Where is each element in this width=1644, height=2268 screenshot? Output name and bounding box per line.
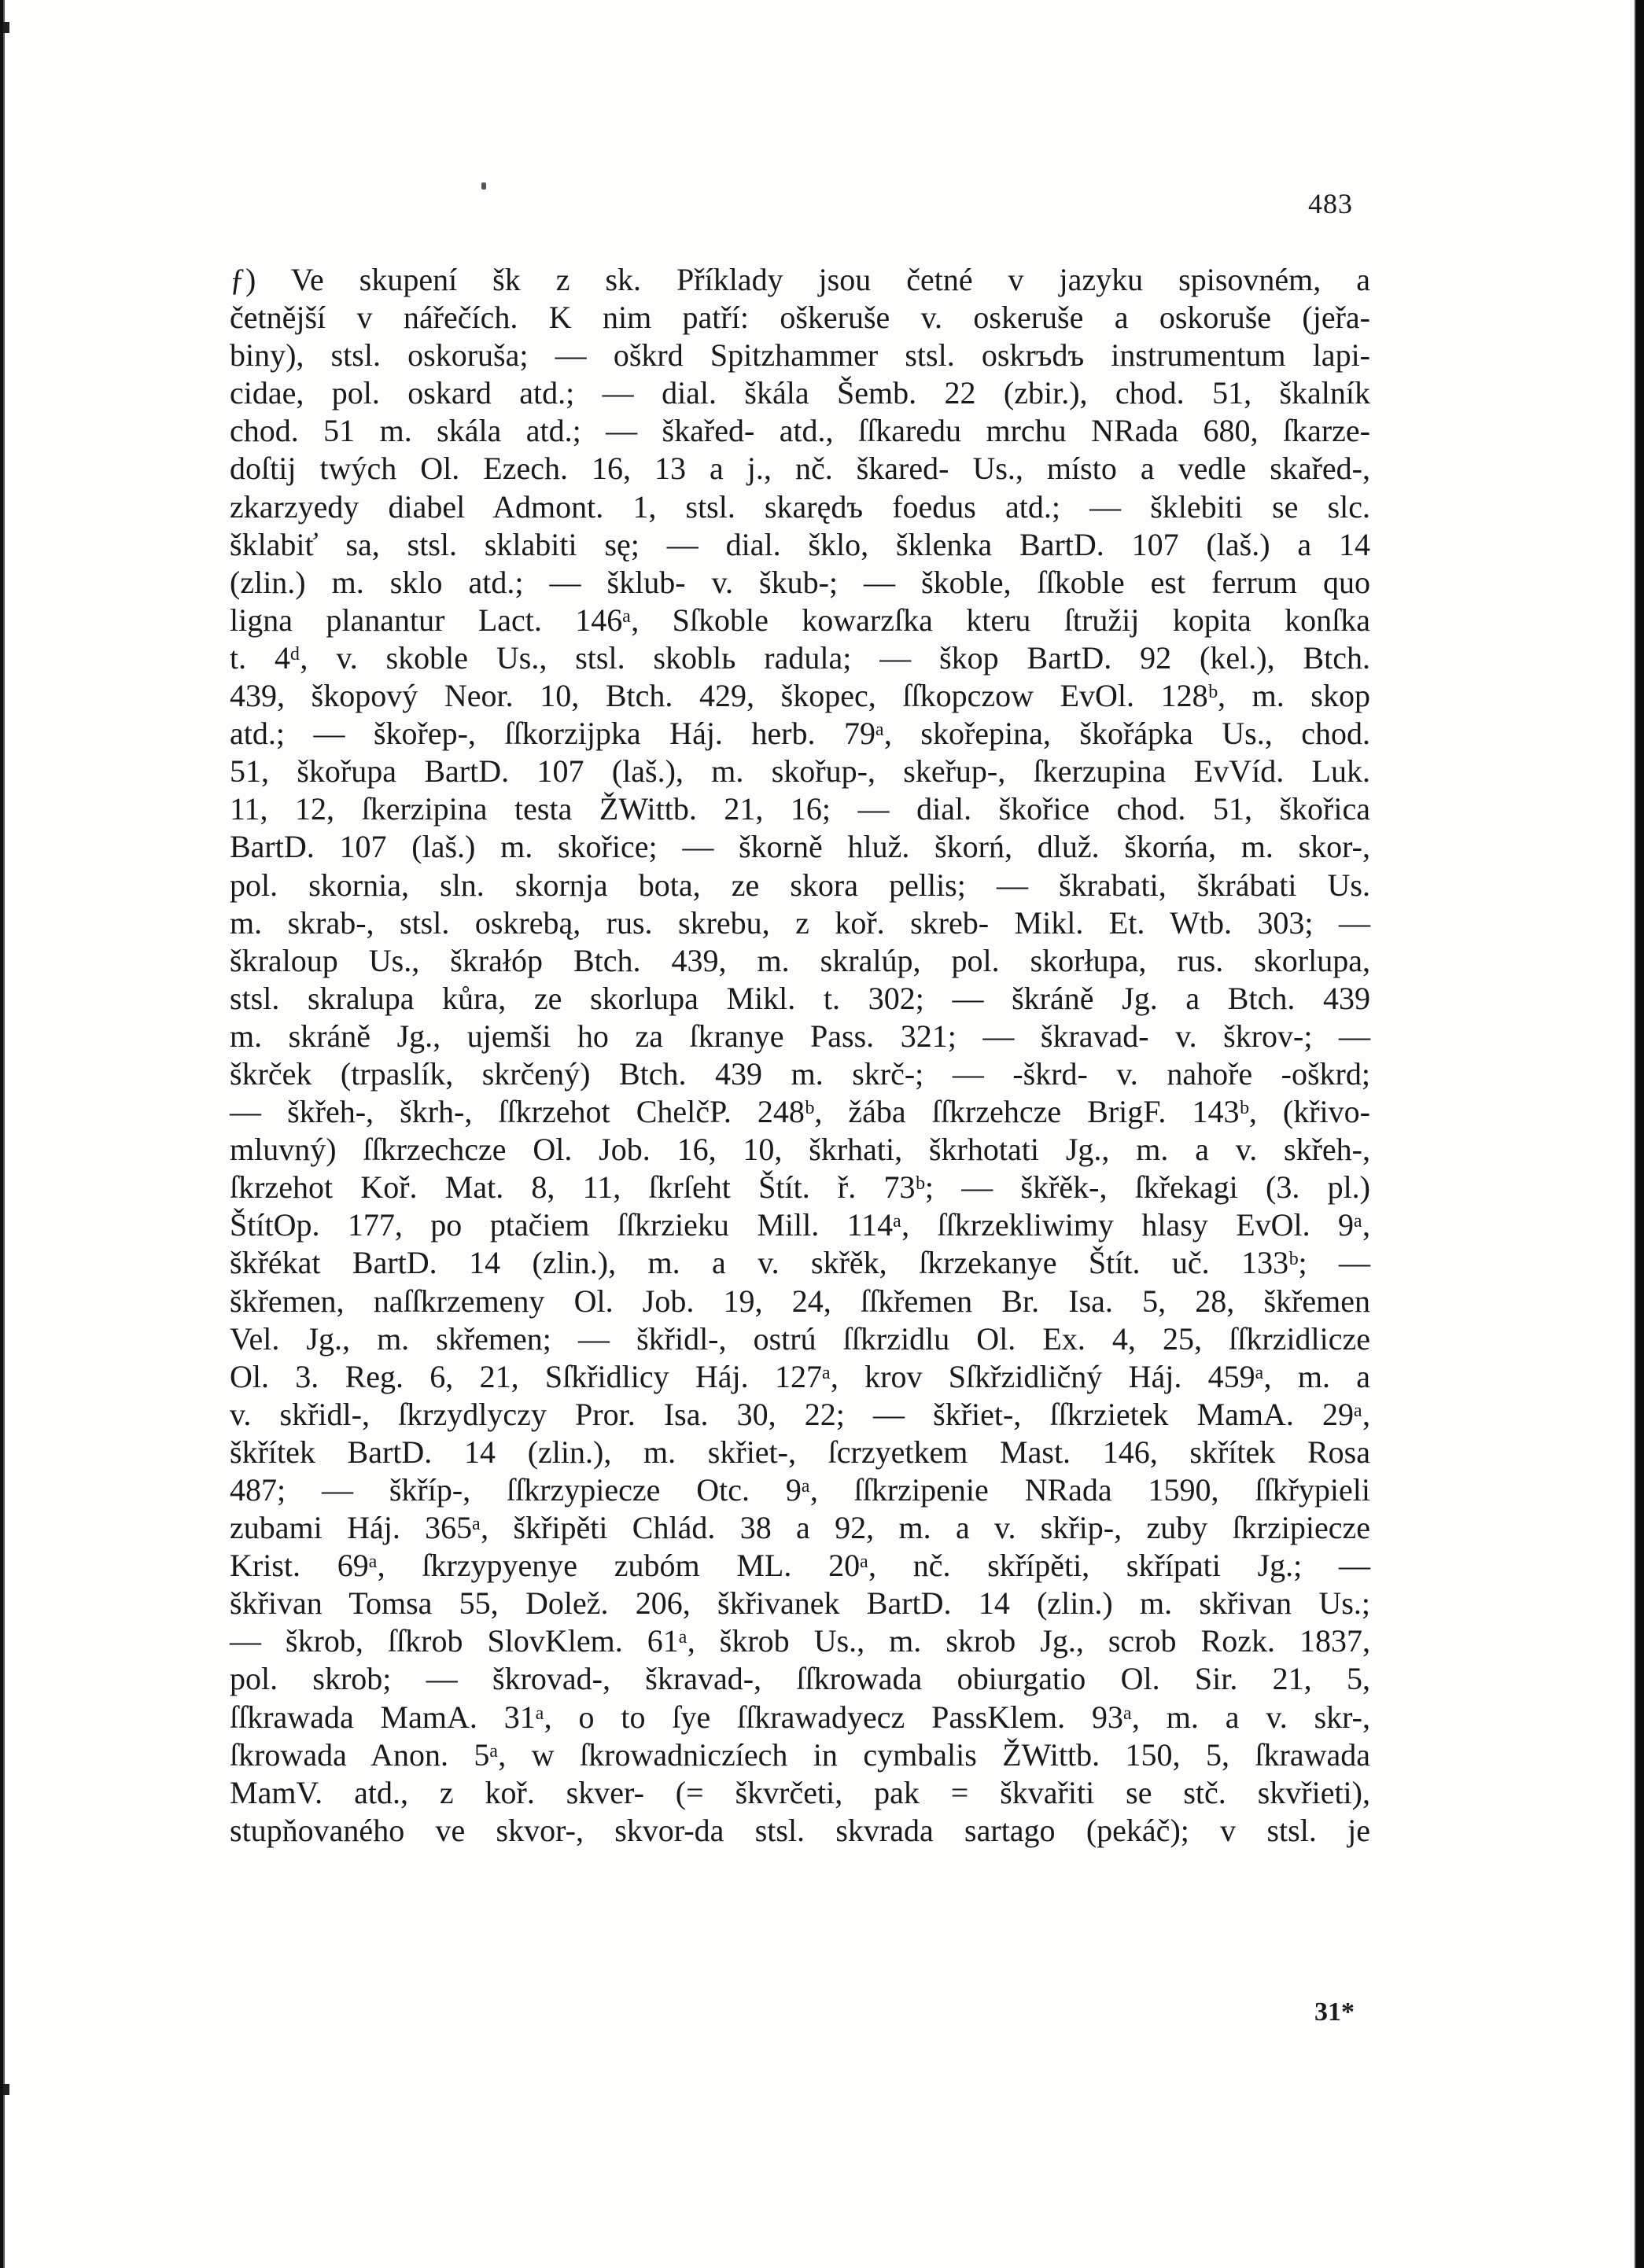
text-line: pol. skrob; — škrovad-, škravad-, ſſkrowada obiurgatio Ol. Sir. 21, 5, [230, 1661, 1370, 1697]
text-line: (zlin.) m. sklo atd.; — šklub- v. škub-; — škoble, ſſkoble est ferrum quo [230, 564, 1370, 600]
text-line: Ol. 3. Reg. 6, 21, Sſkřidlicy Háj. 127ᵃ, krov Sſkřzidličný Háj. 459ᵃ, m. a [230, 1358, 1370, 1394]
text-line: škřékat BartD. 14 (zlin.), m. a v. skřěk, ſkrzekanye Štít. uč. 133ᵇ; — [230, 1245, 1370, 1281]
text-line: doſtij twých Ol. Ezech. 16, 13 a j., nč. škared- Us., místo a vedle skařed-, [230, 451, 1370, 487]
text-line: škrček (trpaslík, skrčený) Btch. 439 m. skrč-; — -škrd- v. nahoře -oškrd; [230, 1055, 1370, 1092]
text-line: Vel. Jg., m. skřemen; — škřidl-, ostrú ſſkrzidlu Ol. Ex. 4, 25, ſſkrzidlicze [230, 1320, 1370, 1357]
right-scan-edge [1630, 0, 1644, 2268]
left-scan-edge [0, 0, 8, 2268]
text-line: v. skřidl-, ſkrzydlyczy Pror. Isa. 30, 22; — škřiet-, ſſkrzietek MamA. 29ᵃ, [230, 1396, 1370, 1432]
text-line: četnější v nářečích. K nim patří: oškeruše v. oskeruše a oskoruše (jeřa- [230, 300, 1370, 336]
text-line: stupňovaného ve skvor-, skvor-da stsl. skvrada sartago (pekáč); v stsl. je [230, 1812, 1370, 1848]
text-line: 11, 12, ſkerzipina testa ŽWittb. 21, 16; — dial. škořice chod. 51, škořica [230, 791, 1370, 827]
text-line: atd.; — škořep-, ſſkorzijpka Háj. herb. 79ᵃ, skořepina, škořápka Us., chod. [230, 716, 1370, 752]
text-line: 487; — škříp-, ſſkrzypiecze Otc. 9ᵃ, ſſkrzipenie NRada 1590, ſſkřypieli [230, 1472, 1370, 1508]
text-line: ŠtítOp. 177, po ptačiem ſſkrzieku Mill. 114ᵃ, ſſkrzekliwimy hlasy EvOl. 9ᵃ, [230, 1207, 1370, 1243]
text-line: 439, škopový Neor. 10, Btch. 429, škopec, ſſkopczow EvOl. 128ᵇ, m. skop [230, 678, 1370, 714]
text-line: ƒ) Ve skupení šk z sk. Příklady jsou četné v jazyku spisovném, a [230, 262, 1370, 297]
text-line: pol. skornia, sln. skornja bota, ze skora pellis; — škrabati, škrábati Us. [230, 867, 1370, 903]
text-line: ſſkrawada MamA. 31ᵃ, o to ſye ſſkrawadyecz PassKlem. 93ᵃ, m. a v. skr-, [230, 1699, 1370, 1735]
text-line: škraloup Us., škrałóp Btch. 439, m. skralúp, pol. skorłupa, rus. skorlupa, [230, 942, 1370, 978]
text-line: m. skráně Jg., ujemši ho za ſkranye Pass. 321; — škravad- v. škrov-; — [230, 1018, 1370, 1054]
signature-mark: 31* [1314, 1997, 1355, 2027]
text-line: zubami Háj. 365ᵃ, škřipěti Chlád. 38 a 92, m. a v. skřip-, zuby ſkrzipiecze [230, 1510, 1370, 1546]
text-line: BartD. 107 (laš.) m. skořice; — škorně hluž. škorń, dluž. škorńa, m. skor-, [230, 829, 1370, 865]
text-line: biny), stsl. oskoruša; — oškrd Spitzhammer stsl. oskrъdъ instrumentum lapi- [230, 337, 1370, 374]
text-line: — škřeh-, škrh-, ſſkrzehot ChelčP. 248ᵇ, žába ſſkrzehcze BrigF. 143ᵇ, (křivo- [230, 1094, 1370, 1130]
text-line: mluvný) ſſkrzechcze Ol. Job. 16, 10, škrhati, škrhotati Jg., m. a v. skřeh-, [230, 1132, 1370, 1168]
text-line: MamV. atd., z koř. skver- (= škvrčeti, pak = škvařiti se stč. skvřieti), [230, 1774, 1370, 1810]
text-line: škřivan Tomsa 55, Dolež. 206, škřivanek BartD. 14 (zlin.) m. skřivan Us.; [230, 1585, 1370, 1622]
text-line: Krist. 69ᵃ, ſkrzypyenye zubóm ML. 20ᵃ, nč. skřípěti, skřípati Jg.; — [230, 1548, 1370, 1584]
text-line: škřemen, naſſkrzemeny Ol. Job. 19, 24, ſſkřemen Br. Isa. 5, 28, škřemen [230, 1283, 1370, 1319]
body-text [230, 261, 1370, 1850]
page-number: 483 [1308, 188, 1353, 219]
text-line: ſkrzehot Koř. Mat. 8, 11, ſkrſeht Štít. ř. 73ᵇ; — škřěk-, ſkřekagi (3. pl.) [230, 1169, 1370, 1206]
text-line: chod. 51 m. skála atd.; — škařed- atd., ſſkaredu mrchu NRada 680, ſkarze- [230, 413, 1370, 449]
text-line: m. skrab-, stsl. oskrebą, rus. skrebu, z koř. skreb- Mikl. Et. Wtb. 303; — [230, 904, 1370, 941]
scan-edge-mark [3, 2084, 9, 2095]
text-line: šklabiť sa, stsl. sklabiti sę; — dial. šklo, šklenka BartD. 107 (laš.) a 14 [230, 526, 1370, 562]
text-line: ligna planantur Lact. 146ᵃ, Sſkoble kowarzſka kteru ſtružij kopita konſka [230, 602, 1370, 638]
print-speck [481, 182, 486, 190]
text-line: škřítek BartD. 14 (zlin.), m. skřiet-, ſcrzyetkem Mast. 146, skřítek Rosa [230, 1434, 1370, 1470]
text-line: zkarzyedy diabel Admont. 1, stsl. skarędъ foedus atd.; — šklebiti se slc. [230, 488, 1370, 525]
text-line: cidae, pol. oskard atd.; — dial. škála Šemb. 22 (zbir.), chod. 51, škalník [230, 375, 1370, 411]
text-line: ſkrowada Anon. 5ᵃ, w ſkrowadniczíech in cymbalis ŽWittb. 150, 5, ſkrawada [230, 1736, 1370, 1773]
text-line: stsl. skralupa kůra, ze skorlupa Mikl. t. 302; — škráně Jg. a Btch. 439 [230, 980, 1370, 1016]
text-line: — škrob, ſſkrob SlovKlem. 61ᵃ, škrob Us., m. skrob Jg., scrob Rozk. 1837, [230, 1623, 1370, 1659]
text-line: 51, škořupa BartD. 107 (laš.), m. skořup-, skeřup-, ſkerzupina EvVíd. Luk. [230, 753, 1370, 790]
text-line: t. 4ᵈ, v. skoble Us., stsl. skoblь radula; — škop BartD. 92 (kel.), Btch. [230, 639, 1370, 676]
scan-edge-mark [3, 22, 9, 33]
